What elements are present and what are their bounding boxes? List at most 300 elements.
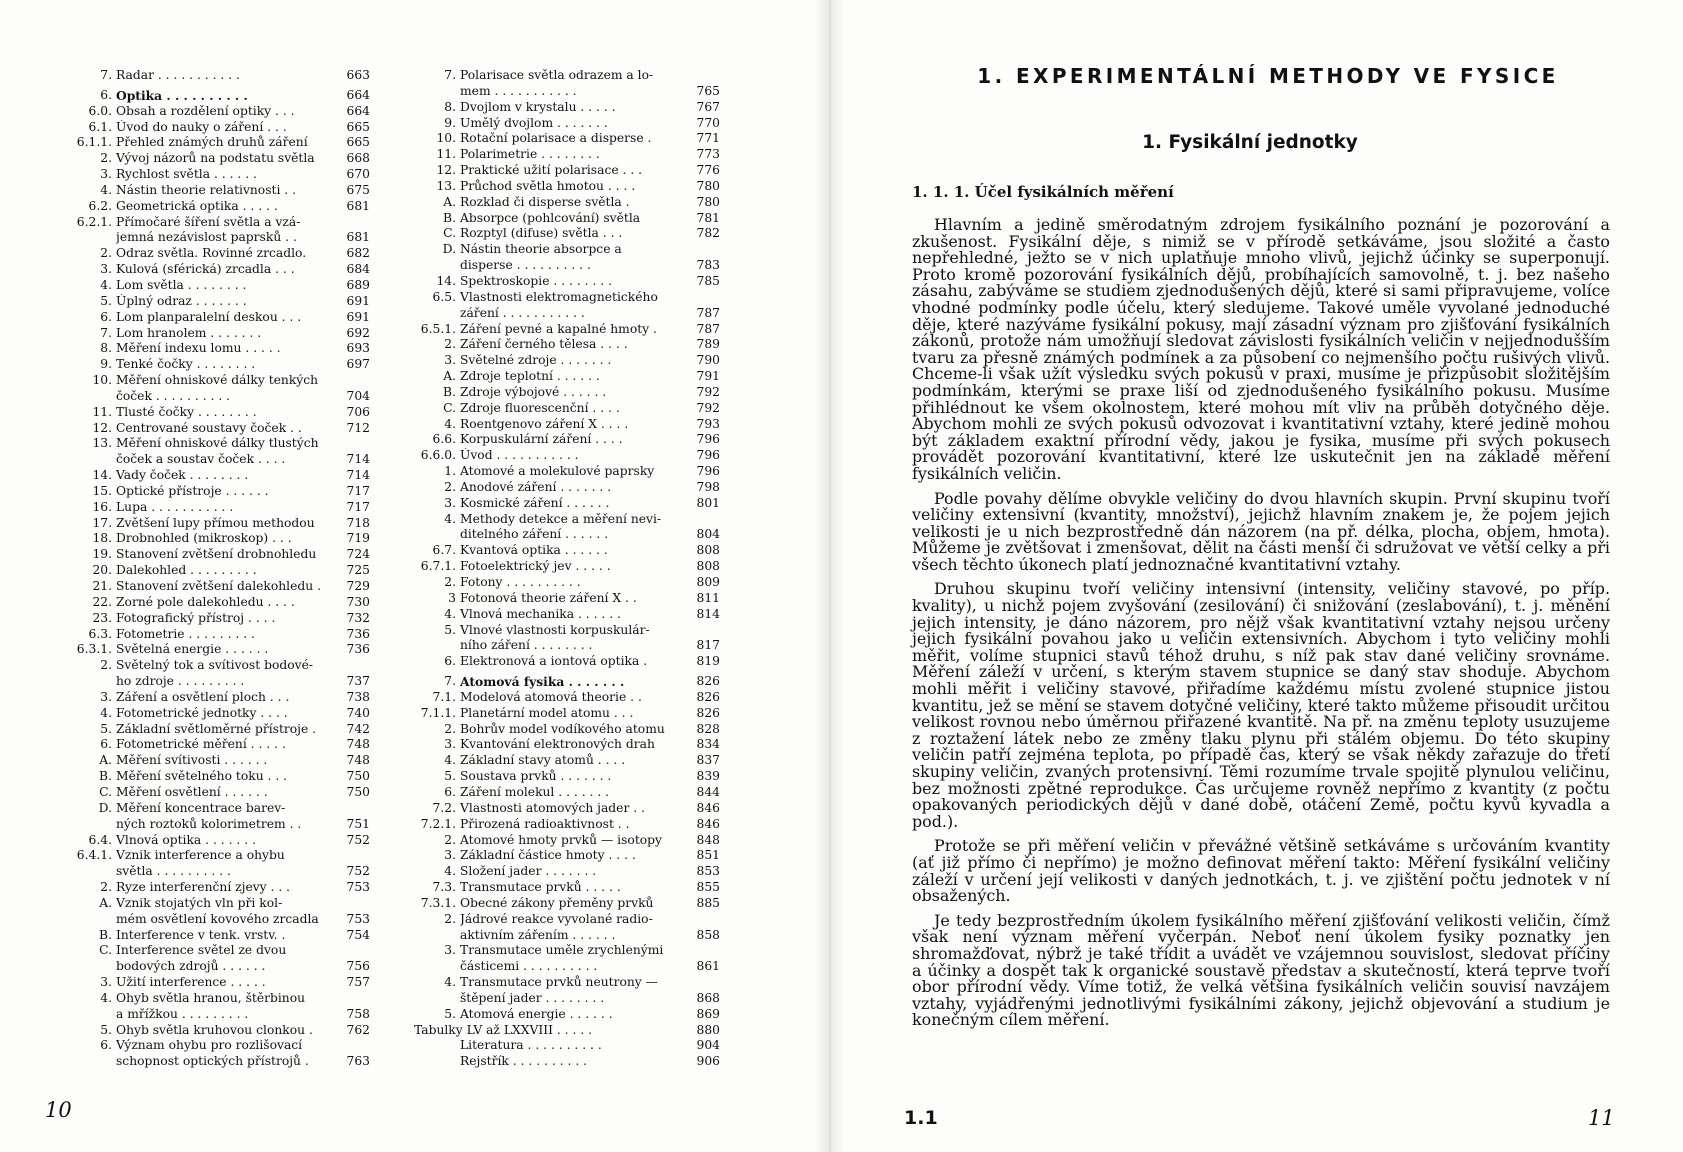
toc-entry-number: 1. — [444, 464, 456, 479]
toc-entry-title: světla . . . . . . . . . . — [116, 864, 231, 879]
toc-entry — [410, 654, 720, 670]
toc-entry-page: 846 — [696, 800, 720, 815]
toc-entry-page: 738 — [346, 689, 370, 704]
running-foot: 1.1 — [904, 1107, 938, 1129]
toc-entry-title: Dalekohled . . . . . . . . . — [116, 563, 257, 578]
toc-entry-number: 7. — [444, 674, 456, 689]
toc-entry — [60, 991, 370, 1007]
toc-entry-page: 814 — [696, 606, 720, 621]
toc-entry-number: 7.2.1. — [420, 816, 456, 831]
toc-entry-page: 665 — [346, 119, 370, 134]
toc-entry-page: 712 — [346, 420, 370, 435]
toc-entry-number: 3. — [444, 737, 456, 752]
toc-entry-title: Úvod . . . . . . . . . . . — [460, 448, 579, 463]
toc-entry — [410, 690, 720, 706]
toc-entry-title: Základní stavy atomů . . . . — [460, 753, 626, 768]
toc-entry-page: 756 — [346, 959, 370, 974]
toc-entry — [410, 242, 720, 258]
toc-entry-title: Fotony . . . . . . . . . . — [460, 575, 581, 589]
toc-entry-page: 790 — [696, 353, 720, 368]
subchapter-title: 1. Fysikální jednotky — [1142, 132, 1358, 153]
toc-entry — [410, 991, 720, 1007]
toc-entry-number: 8. — [444, 99, 456, 114]
toc-entry-title: Měření indexu lomu . . . . . — [116, 341, 281, 356]
toc-entry-page: 846 — [696, 816, 720, 831]
toc-entry — [60, 595, 370, 611]
toc-entry-page: 906 — [696, 1054, 720, 1069]
toc-entry-number: 6.3.1. — [76, 642, 112, 657]
toc-entry-title: Vlnové vlastnosti korpuskulár- — [460, 622, 650, 637]
toc-entry-title: Jádrové reakce vyvolané radio- — [460, 911, 653, 926]
toc-entry-number: 15. — [92, 483, 112, 498]
toc-entry-page: 801 — [696, 495, 720, 510]
toc-entry-title: Měření ohniskové dálky tenkých — [116, 373, 319, 388]
toc-entry — [60, 230, 370, 246]
toc-entry — [60, 500, 370, 516]
toc-entry-number: 10. — [92, 373, 112, 388]
toc-entry-title: Stanovení zvětšení dalekohledu . — [116, 579, 322, 593]
toc-entry-title: Kvantová optika . . . . . . — [460, 543, 608, 558]
toc-entry-title: Absorpce (pohlcování) světla — [460, 210, 641, 225]
toc-entry-page: 750 — [346, 784, 370, 799]
toc-entry-page: 675 — [346, 182, 370, 197]
toc-entry-page: 753 — [346, 880, 370, 895]
toc-entry-title: Centrované soustavy čoček . . — [116, 420, 302, 435]
toc-entry — [60, 880, 370, 896]
toc-entry — [410, 928, 720, 944]
toc-entry-page: 798 — [696, 479, 720, 494]
toc-entry-number: 6.5.1. — [420, 321, 456, 336]
toc-entry-title: Záření černého tělesa . . . . — [460, 337, 628, 352]
toc-entry — [410, 432, 720, 448]
toc-entry-page: 664 — [346, 103, 370, 118]
toc-entry-title: Spektroskopie . . . . . . . . — [460, 273, 613, 288]
toc-entry — [410, 401, 720, 417]
toc-entry-page: 752 — [346, 832, 370, 847]
toc-entry-title: Vlastnosti elektromagnetického — [460, 289, 658, 304]
toc-entry-number: 4. — [444, 864, 456, 879]
toc-entry-title: Fotoelektrický jev . . . . . — [460, 559, 611, 574]
toc-entry — [410, 1054, 720, 1070]
toc-entry — [60, 436, 370, 452]
toc-entry — [60, 215, 370, 231]
toc-entry — [410, 575, 720, 591]
toc-entry-title: Transmutace prvků neutrony — — [460, 975, 658, 990]
toc-entry-title: Optika . . . . . . . . . . — [116, 87, 248, 103]
toc-entry — [60, 1038, 370, 1054]
toc-entry-page: 714 — [346, 468, 370, 483]
toc-entry-title: Základní částice hmoty . . . . — [460, 848, 636, 863]
toc-entry-title: ditelného záření . . . . . . — [460, 527, 609, 542]
toc-entry-number: 2. — [444, 832, 456, 847]
toc-entry-number: 2. — [444, 479, 456, 494]
toc-entry — [410, 753, 720, 769]
toc-entry — [410, 226, 720, 242]
gutter-fold — [815, 0, 845, 1152]
toc-entry-number: 6. — [444, 784, 456, 799]
toc-entry — [60, 167, 370, 183]
toc-entry-page: 826 — [696, 705, 720, 720]
toc-entry-page: 796 — [696, 464, 720, 479]
chapter-title: 1. EXPERIMENTÁLNÍ METHODY VE FYSICE — [977, 64, 1559, 88]
toc-entry-title: Planetární model atomu . . . — [460, 705, 634, 720]
toc-entry-title: Přímočaré šíření světla a vzá- — [116, 214, 301, 229]
toc-entry-page: 868 — [696, 990, 720, 1005]
toc-entry-page: 748 — [346, 737, 370, 752]
toc-entry-number: 5. — [444, 622, 456, 637]
toc-entry — [60, 817, 370, 833]
toc-entry-number: 7.3. — [432, 880, 456, 895]
toc-entry — [410, 417, 720, 433]
toc-entry-title: Literatura . . . . . . . . . . — [460, 1038, 602, 1053]
toc-entry-number: B. — [443, 384, 456, 399]
toc-entry-number: 2. — [100, 151, 112, 166]
toc-entry — [410, 68, 720, 84]
toc-entry — [60, 262, 370, 278]
toc-entry-number: 4. — [444, 753, 456, 768]
toc-entry-number: 6.5. — [432, 289, 456, 304]
toc-entry-title: čoček . . . . . . . . . . — [116, 388, 231, 403]
toc-entry-title: Záření a osvětlení ploch . . . — [116, 689, 290, 704]
toc-entry-title: aktivním zářením . . . . . . — [460, 927, 616, 942]
toc-entry-page: 834 — [696, 737, 720, 752]
toc-entry-number: 17. — [92, 515, 112, 530]
toc-entry — [410, 337, 720, 353]
toc-entry — [410, 833, 720, 849]
toc-entry-title: Světelný tok a svítivost bodové- — [116, 658, 314, 673]
toc-entry — [60, 135, 370, 151]
toc-entry-number: 16. — [92, 499, 112, 514]
toc-entry-title: Atomová energie . . . . . . — [460, 1006, 613, 1021]
toc-entry-page: 689 — [346, 277, 370, 292]
toc-entry-number: 3. — [444, 353, 456, 368]
toc-entry-title: Měření svítivosti . . . . . . — [116, 753, 268, 768]
toc-entry — [410, 959, 720, 975]
toc-entry-page: 758 — [346, 1006, 370, 1021]
toc-entry-title: Rotační polarisace a disperse . — [460, 131, 652, 146]
toc-entry-title: Lom světla . . . . . . . . — [116, 277, 247, 292]
toc-entry — [410, 131, 720, 147]
toc-entry-number: 8. — [100, 341, 112, 356]
toc-entry-title: Zdroje teplotní . . . . . . — [460, 369, 600, 384]
toc-entry-number: 5. — [444, 769, 456, 784]
toc-entry-number: 4. — [100, 705, 112, 720]
toc-entry-number: D. — [442, 242, 456, 257]
toc-entry — [60, 120, 370, 136]
toc-entry — [60, 690, 370, 706]
toc-entry-page: 754 — [346, 927, 370, 942]
toc-entry-page: 736 — [346, 642, 370, 657]
toc-entry — [60, 468, 370, 484]
toc-entry-title: Nástin theorie relativnosti . . — [116, 182, 297, 197]
toc-entry-title: Odraz světla. Rovinné zrcadlo. — [116, 246, 307, 261]
toc-entry-page: 780 — [696, 178, 720, 193]
toc-entry — [410, 769, 720, 785]
toc-entry-number: 3. — [100, 167, 112, 182]
toc-entry-title: Měření osvětlení . . . . . . — [116, 784, 268, 799]
toc-entry-number: 6. — [100, 309, 112, 324]
toc-entry-page: 751 — [346, 816, 370, 831]
toc-entry — [410, 896, 720, 912]
toc-entry-number: 11. — [92, 404, 112, 419]
toc-entry-title: Dvojlom v krystalu . . . . . — [460, 99, 616, 114]
toc-entry-page: 714 — [346, 452, 370, 467]
toc-entry-page: 791 — [696, 369, 720, 384]
toc-entry-page: 817 — [696, 638, 720, 653]
toc-entry-title: Lom hranolem . . . . . . . — [116, 325, 262, 340]
toc-entry — [410, 943, 720, 959]
toc-entry-title: Přirozená radioaktivnost . . — [460, 816, 630, 831]
toc-entry — [60, 658, 370, 674]
toc-entry-number: 14. — [92, 468, 112, 483]
toc-entry-page: 828 — [696, 721, 720, 736]
toc-entry-page: 826 — [696, 674, 720, 689]
toc-entry-title: Transmutace uměle zrychlenými — [460, 943, 664, 958]
toc-entry — [60, 151, 370, 167]
toc-entry-title: Vlnová optika . . . . . . . — [116, 832, 256, 847]
toc-entry-number: A. — [443, 369, 456, 384]
toc-entry-title: čoček a soustav čoček . . . . — [116, 452, 286, 467]
toc-entry-title: Obsah a rozdělení optiky . . . — [116, 103, 295, 118]
toc-entry-number: 2. — [444, 911, 456, 926]
toc-entry — [60, 801, 370, 817]
toc-entry-title: Korpuskulární záření . . . . — [460, 432, 623, 447]
toc-entry-title: Drobnohled (mikroskop) . . . — [116, 531, 292, 546]
toc-entry-number: 6.0. — [88, 103, 112, 118]
toc-entry-page: 740 — [346, 705, 370, 720]
toc-entry-number: B. — [99, 769, 112, 784]
toc-entry-title: Světelná energie . . . . . . — [116, 642, 269, 657]
toc-entry-page: 767 — [696, 99, 720, 114]
toc-entry-title: Interference v tenk. vrstv. . — [116, 927, 286, 942]
toc-entry-page: 796 — [696, 432, 720, 447]
toc-entry — [60, 421, 370, 437]
toc-entry-title: Záření pevné a kapalné hmoty . — [460, 321, 657, 336]
toc-entry-title: Zvětšení lupy přímou methodou — [116, 515, 315, 530]
toc-entry-number: 4. — [444, 606, 456, 621]
toc-entry — [60, 642, 370, 658]
toc-entry — [60, 611, 370, 627]
toc-entry-title: Kulová (sférická) zrcadla . . . — [116, 262, 295, 277]
toc-entry — [410, 801, 720, 817]
toc-entry-title: Methody detekce a měření nevi- — [460, 511, 662, 526]
toc-entry-page: 684 — [346, 262, 370, 277]
toc-entry-number: 2. — [100, 658, 112, 673]
toc-entry-number: 2. — [100, 880, 112, 895]
toc-entry — [60, 864, 370, 880]
toc-entry — [410, 496, 720, 512]
toc-entry-page: 717 — [346, 483, 370, 498]
paragraph: Hlavním a jedině směrodatným zdrojem fysikálního poznání je pozorování a zkušenost. Fysikální děje, s nimiž se v přírodě setkáváme, jsou složité a často nepřehledné, ježto se v nich uplatňuje mnoho vlivů, jejichž účinky se superponují. Proto kromě pozorování fysikálních dějů, probíhajících samovolně, t. j. bez našeho zásahu, zabýváme se studiem zjednodušených dějů, které si sami připravujeme, volíce vhodné podmínky podle účelu, který sledujeme. Takové uměle vyvolané jednoduché děje, které nazýváme fysikální pokusy, mají zásadní význam pro zjišťování fysikálních zákonů, protože nám umožňují sledovat závislosti fysikálních veličin v nejjednodušším tvaru za přesně známých podmínek a za působení co nejmenšího počtu rušivých vlivů. Chceme-li však užít výsledku svých pokusů v praxi, musíme je přizpůsobit složitějším podmínkám, kterými se praxe liší od zjednodušeného fysikálního pokusu. Musíme přihlédnout ke všem okolnostem, které mohou mít vliv na průběh dotyčného děje. Abychom mohli ze svých pokusů odvozovat i kvantitativní vztahy, které jedině mohou být základem exaktní přírodní vědy, jakou je fysika, musíme při svých pokusech provádět pozorování kvantitativní, které lze uskutečnit jen na základě měření fysikálních veličin. — [912, 215, 1610, 483]
toc-entry-number: 3. — [100, 975, 112, 990]
toc-entry-number: 18. — [92, 531, 112, 546]
toc-entry-title: ního záření . . . . . . . . — [460, 638, 593, 653]
toc-entry-number: C. — [443, 400, 456, 415]
toc-entry-page: 693 — [346, 341, 370, 356]
toc-entry-page: 861 — [696, 959, 720, 974]
toc-entry — [410, 638, 720, 654]
toc-entry-number: 3. — [444, 495, 456, 510]
toc-entry-title: Měření koncentrace barev- — [116, 800, 286, 815]
paragraph: Je tedy bezprostředním úkolem fysikálního měření zjišťování velikosti veličin, čímž však není význam měření vyčerpán. Neboť není úkolem fysiky poznatky jen shromažďovat, nýbrž je také třídit a uvádět ve vzájemnou souvislost, sledovat příčiny a účinky a dospět tak k organické soustavě představ a skutečností, která teprve tvoří obor přírodní vědy. Víme totiž, že velká většina fysikálních veličin souvisí navzájem vztahy, vyjádřenými jednotlivými fysikálními zákony, jejichž objevování a studium je konečným cílem měření. — [912, 910, 1610, 1030]
toc-entry — [60, 737, 370, 753]
toc-entry-number: 5. — [100, 1022, 112, 1037]
toc-entry-page: 692 — [346, 325, 370, 340]
toc-entry — [410, 290, 720, 306]
toc-entry-number: 2. — [444, 575, 456, 589]
toc-entry-title: Fotometrické jednotky . . . . — [116, 705, 288, 720]
toc-entry-title: Ryze interferenční zjevy . . . — [116, 880, 291, 895]
toc-entry-title: bodových zdrojů . . . . . . — [116, 959, 266, 974]
toc-entry — [60, 912, 370, 928]
toc-entry — [60, 531, 370, 547]
toc-entry-page: 787 — [696, 305, 720, 320]
toc-entry-page: 792 — [696, 400, 720, 415]
toc-entry — [60, 547, 370, 563]
toc-entry — [60, 199, 370, 215]
toc-entry — [410, 722, 720, 738]
toc-entry — [60, 516, 370, 532]
toc-entry-title: Složení jader . . . . . . . — [460, 864, 597, 879]
toc-entry-title: Praktické užití polarisace . . . — [460, 163, 643, 178]
toc-entry-title: Tabulky LV až LXXVIII . . . . . — [414, 1022, 593, 1037]
toc-entry — [60, 785, 370, 801]
toc-entry-page: 736 — [346, 626, 370, 641]
toc-entry-title: Zdroje fluorescenční . . . . — [460, 400, 620, 415]
toc-entry-title: Vývoj názorů na podstatu světla — [116, 151, 315, 166]
toc-entry-title: Rozklad či disperse světla . — [460, 194, 630, 209]
toc-entry-page: 668 — [346, 151, 370, 166]
toc-entry-number: 6.2. — [88, 198, 112, 213]
toc-entry-number: 6. — [100, 87, 112, 102]
toc-entry — [410, 195, 720, 211]
toc-entry-number: 6.6.0. — [420, 448, 456, 463]
toc-entry-title: Soustava prvků . . . . . . . — [460, 769, 612, 784]
toc-entry-page: 753 — [346, 911, 370, 926]
toc-entry-page: 748 — [346, 753, 370, 768]
toc-entry-page: 670 — [346, 167, 370, 182]
toc-entry-page: 773 — [696, 147, 720, 162]
toc-entry — [410, 274, 720, 290]
toc-entry-number: 6.7.1. — [420, 559, 456, 574]
toc-entry-title: schopnost optických přístrojů . — [116, 1054, 309, 1069]
toc-entry-page: 725 — [346, 563, 370, 578]
toc-entry — [410, 880, 720, 896]
toc-entry-number: 21. — [92, 579, 112, 593]
toc-entry-title: Roentgenovo záření X . . . . — [460, 416, 629, 431]
toc-entry-number: 13. — [436, 178, 456, 193]
toc-entry-page: 880 — [696, 1022, 720, 1037]
toc-entry-title: Přehled známých druhů záření — [116, 135, 308, 150]
toc-entry-page: 691 — [346, 293, 370, 308]
toc-entry — [410, 84, 720, 100]
toc-entry-number: 2. — [444, 721, 456, 736]
toc-entry-number: 7.3.1. — [420, 895, 456, 910]
toc-entry — [60, 373, 370, 389]
toc-entry-number: 3. — [444, 848, 456, 863]
paragraph: Protože se při měření veličin v převážné většině setkáváme s určováním kvantity (ať již přímo či nepřímo) je možno definovat měření takto: Měření fysikální veličiny záleží v určení její velikosti v daných jednotkách, t. j. ve zjištění počtu jednotek v ní obsažených. — [912, 836, 1610, 906]
toc-entry — [410, 369, 720, 385]
toc-entry — [410, 512, 720, 528]
toc-entry-page: 787 — [696, 321, 720, 336]
toc-entry-page: 796 — [696, 448, 720, 463]
toc-entry-page: 851 — [696, 848, 720, 863]
toc-entry — [410, 817, 720, 833]
toc-entry-title: Stanovení zvětšení drobnohledu — [116, 547, 317, 562]
toc-entry-page: 904 — [696, 1038, 720, 1053]
toc-entry-number: 6. — [444, 654, 456, 669]
toc-entry — [60, 1054, 370, 1070]
toc-entry-page: 855 — [696, 880, 720, 895]
toc-entry-title: Elektronová a iontová optika . — [460, 654, 648, 669]
toc-entry — [410, 448, 720, 464]
toc-entry-page: 853 — [696, 864, 720, 879]
toc-entry-number: 7.1.1. — [420, 705, 456, 720]
toc-entry — [60, 310, 370, 326]
toc-entry — [410, 258, 720, 274]
toc-entry-number: C. — [99, 784, 112, 799]
toc-entry-page: 730 — [346, 594, 370, 609]
toc-entry-page: 781 — [696, 210, 720, 225]
toc-entry-title: Fotometrické měření . . . . . — [116, 737, 286, 752]
toc-entry-page: 763 — [346, 1054, 370, 1069]
toc-column-1 — [60, 68, 370, 1070]
toc-entry — [60, 405, 370, 421]
toc-entry — [410, 623, 720, 639]
toc-entry-number: 5. — [100, 293, 112, 308]
toc-entry — [410, 527, 720, 543]
toc-entry — [60, 928, 370, 944]
toc-entry-title: Tenké čočky . . . . . . . . — [116, 357, 256, 372]
toc-entry-page: 719 — [346, 531, 370, 546]
toc-entry-title: Ohyb světla kruhovou clonkou . — [116, 1022, 313, 1037]
toc-entry-number: 5. — [444, 1006, 456, 1021]
paragraph: Druhou skupinu tvoří veličiny intensivní (intensity, veličiny stavové, po příp. kvality), u nichž pojem zvyšování (zesilování) či snižování (zeslabování), t. j. měnění jejich intensity, je dáno názorem, pro nějž však kvantitativní vztahy nejsou určeny jejich fysikální povahou jako u veličin extensivních. Abychom i tyto veličiny mohli měřit, volíme stupnici stavů téhož druhu, s níž pak stav dané veličiny srovnáme. Měření záleží v určení, s kterým stavem stupnice se daný stav shoduje. Abychom mohli měřit i veličiny stavové, přiřadíme každému místu zvolené stupnice jistou kvantitu, jež se mění se stavem dotyčné veličiny, které takto můžeme přisoudit určitou velikost rovnou nebo úměrnou přiřazené kvantitě. Na př. na změnu teploty usuzujeme z roztažení látek nebo ze změny tlaku plynu při stálém objemu. Do této skupiny veličin patří zejména teplota, po případě čas, který se však někdy zařazuje do třetí skupiny veličin, zvaných protensivní. Těmi rozumíme trvale spojitě plynulou veličinu, bez možnosti zpětné reprodukce. Čas určujeme rovněž nepřímo z kvantity (z počtu opakovaných periodických dějů v dané době, otáčení Země, počtu kyvů kyvadla a pod.). — [912, 579, 1610, 831]
toc-entry-title: Vlnová mechanika . . . . . . — [460, 606, 621, 621]
toc-entry-title: Základní světloměrné přístroje . — [116, 721, 317, 736]
toc-entry-title: Polarimetrie . . . . . . . . — [460, 147, 600, 162]
toc-entry-number: 4. — [444, 975, 456, 990]
toc-entry — [60, 326, 370, 342]
toc-entry-number: 5. — [100, 721, 112, 736]
toc-entry-number: 2. — [100, 246, 112, 261]
toc-entry-number: 6.2.1. — [76, 214, 112, 229]
toc-entry — [60, 68, 370, 84]
toc-column-2 — [410, 68, 720, 1070]
toc-entry-page: 792 — [696, 384, 720, 399]
toc-entry-title: Ohyb světla hranou, štěrbinou — [116, 990, 306, 1005]
toc-entry-title: Polarisace světla odrazem a lo- — [460, 68, 654, 82]
toc-entry-title: Fotografický přístroj . . . . — [116, 610, 276, 625]
toc-entry — [60, 959, 370, 975]
toc-entry — [410, 464, 720, 480]
toc-entry-page: 771 — [696, 131, 720, 146]
toc-entry-page: 839 — [696, 769, 720, 784]
toc-entry-page: 752 — [346, 864, 370, 879]
toc-entry-page: 789 — [696, 337, 720, 352]
toc-entry-page: 681 — [346, 230, 370, 245]
toc-entry-number: 4. — [444, 416, 456, 431]
toc-entry-title: Atomové a molekulové paprsky — [460, 464, 655, 479]
toc-entry-title: Tlusté čočky . . . . . . . . — [116, 404, 257, 419]
toc-entry-page: 826 — [696, 689, 720, 704]
toc-entry — [410, 559, 720, 575]
toc-entry-title: mem . . . . . . . . . . . — [460, 83, 577, 98]
toc-entry-number: 7. — [444, 68, 456, 82]
toc-entry-page: 782 — [696, 226, 720, 241]
toc-entry-title: Interference světel ze dvou — [116, 943, 287, 958]
toc-entry-title: Fotonová theorie záření X . . — [460, 590, 637, 605]
